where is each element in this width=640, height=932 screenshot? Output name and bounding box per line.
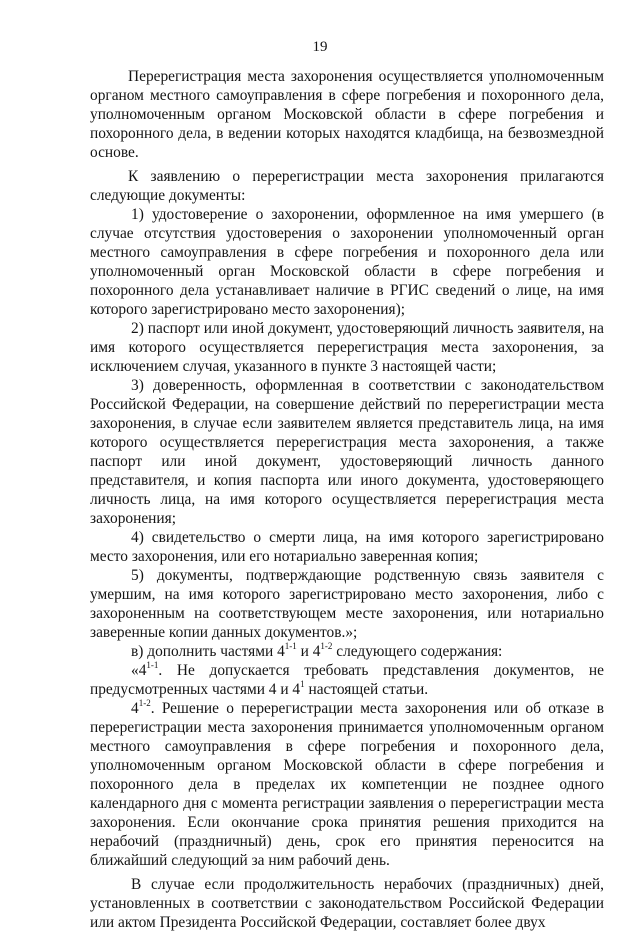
- part-4-1-2-text: . Решение о перерегистрации места захоронения или об отказе в перерегистрации места захоронения принимается уполномоченным органом местного самоуправления в сфере погребения и похоронного дела, уполномоченным органом Московской области в сфере погребения и похоронного дела в пределах их компетенции не позднее одного календарного дня с момента регистрации заявления о перерегистрации места захоронения. Если окончание срока принятия решения приходится на нерабочий (праздничный) день, срок его принятия переносится на ближайший следующий за ним рабочий день.: [90, 700, 604, 869]
- paragraph-reregistration-basis: Перерегистрация места захоронения осуществляется уполномоченным органом местного самоуправления в сфере погребения и похоронного дела, уполномоченным органом Московской области в сфере погребения и похоронного дела, в ведении которых находятся кладбища, на безвозмездной основе.: [90, 68, 604, 161]
- item-v-sup-b: 1-2: [320, 640, 333, 651]
- item-v-text-a: в) дополнить частями 4: [131, 643, 285, 660]
- list-item-1: 1) удостоверение о захоронении, оформленное на имя умершего (в случае отсутствия удостоверения о захоронении уполномоченный орган местного самоуправления в сфере погребения и похоронного дела или уполномоченный орган Московской области в сфере погребения и похоронного дела устанавливает наличие в РГИС сведений о лице, на имя которого зарегистрировано место захоронения);: [90, 206, 604, 318]
- list-item-5: 5) документы, подтверждающие родственную связь заявителя с умершим, на имя которого зарегистрировано место захоронения, либо с захороненным на соответствующем месте захоронения, или нотариально заверенные копии данных документов.»;: [90, 567, 604, 641]
- item-v-text-c: следующего содержания:: [332, 643, 503, 660]
- part-4-1-2: [90, 699, 604, 870]
- item-v-amendment: [90, 642, 604, 661]
- list-item-2: 2) паспорт или иной документ, удостоверяющий личность заявителя, на имя которого осуществляется перерегистрация места захоронения, за исключением случая, указанного в пункте 3 настоящей части;: [90, 320, 604, 375]
- part-4-1-1-quote: «4: [131, 662, 147, 679]
- page-number: 19: [312, 39, 328, 55]
- list-item-4: 4) свидетельство о смерти лица, на имя которого зарегистрировано место захоронения, или его нотариально заверенная копия;: [90, 529, 604, 565]
- document-body: [90, 67, 604, 932]
- part-4-1-2-num: 4: [131, 700, 139, 717]
- part-4-1-1-sup-2: 1: [300, 678, 305, 689]
- item-v-text-b: и 4: [296, 643, 321, 660]
- part-4-1-2-sup: 1-2: [138, 697, 151, 708]
- list-item-3: 3) доверенность, оформленная в соответствии с законодательством Российской Федерации, на совершение действий по перерегистрации места захоронения, в случае если заявителем является представитель лица, на имя которого осуществляется перерегистрация места захоронения, а также паспорт или иной документ, удостоверяющий личность данного представителя, и копия паспорта или иного документа, удостоверяющего личность лица, на имя которого осуществляется перерегистрация места захоронения;: [90, 377, 604, 527]
- part-4-1-1-text-end: настоящей статьи.: [304, 681, 429, 698]
- paragraph-attached-documents: К заявлению о перерегистрации места захоронения прилагаются следующие документы:: [90, 168, 604, 204]
- paragraph-holidays: В случае если продолжительность нерабочих (праздничных) дней, установленных в соответствии с законодательством Российской Федерации или актом Президента Российской Федерации, составляет более двух: [90, 876, 604, 931]
- part-4-1-1-text: . Не допускается требовать представления документов, не предусмотренных частями 4 и 4: [90, 662, 604, 698]
- part-4-1-1: [90, 661, 604, 699]
- item-v-sup-a: 1-1: [284, 640, 297, 651]
- part-4-1-1-sup: 1-1: [146, 659, 159, 670]
